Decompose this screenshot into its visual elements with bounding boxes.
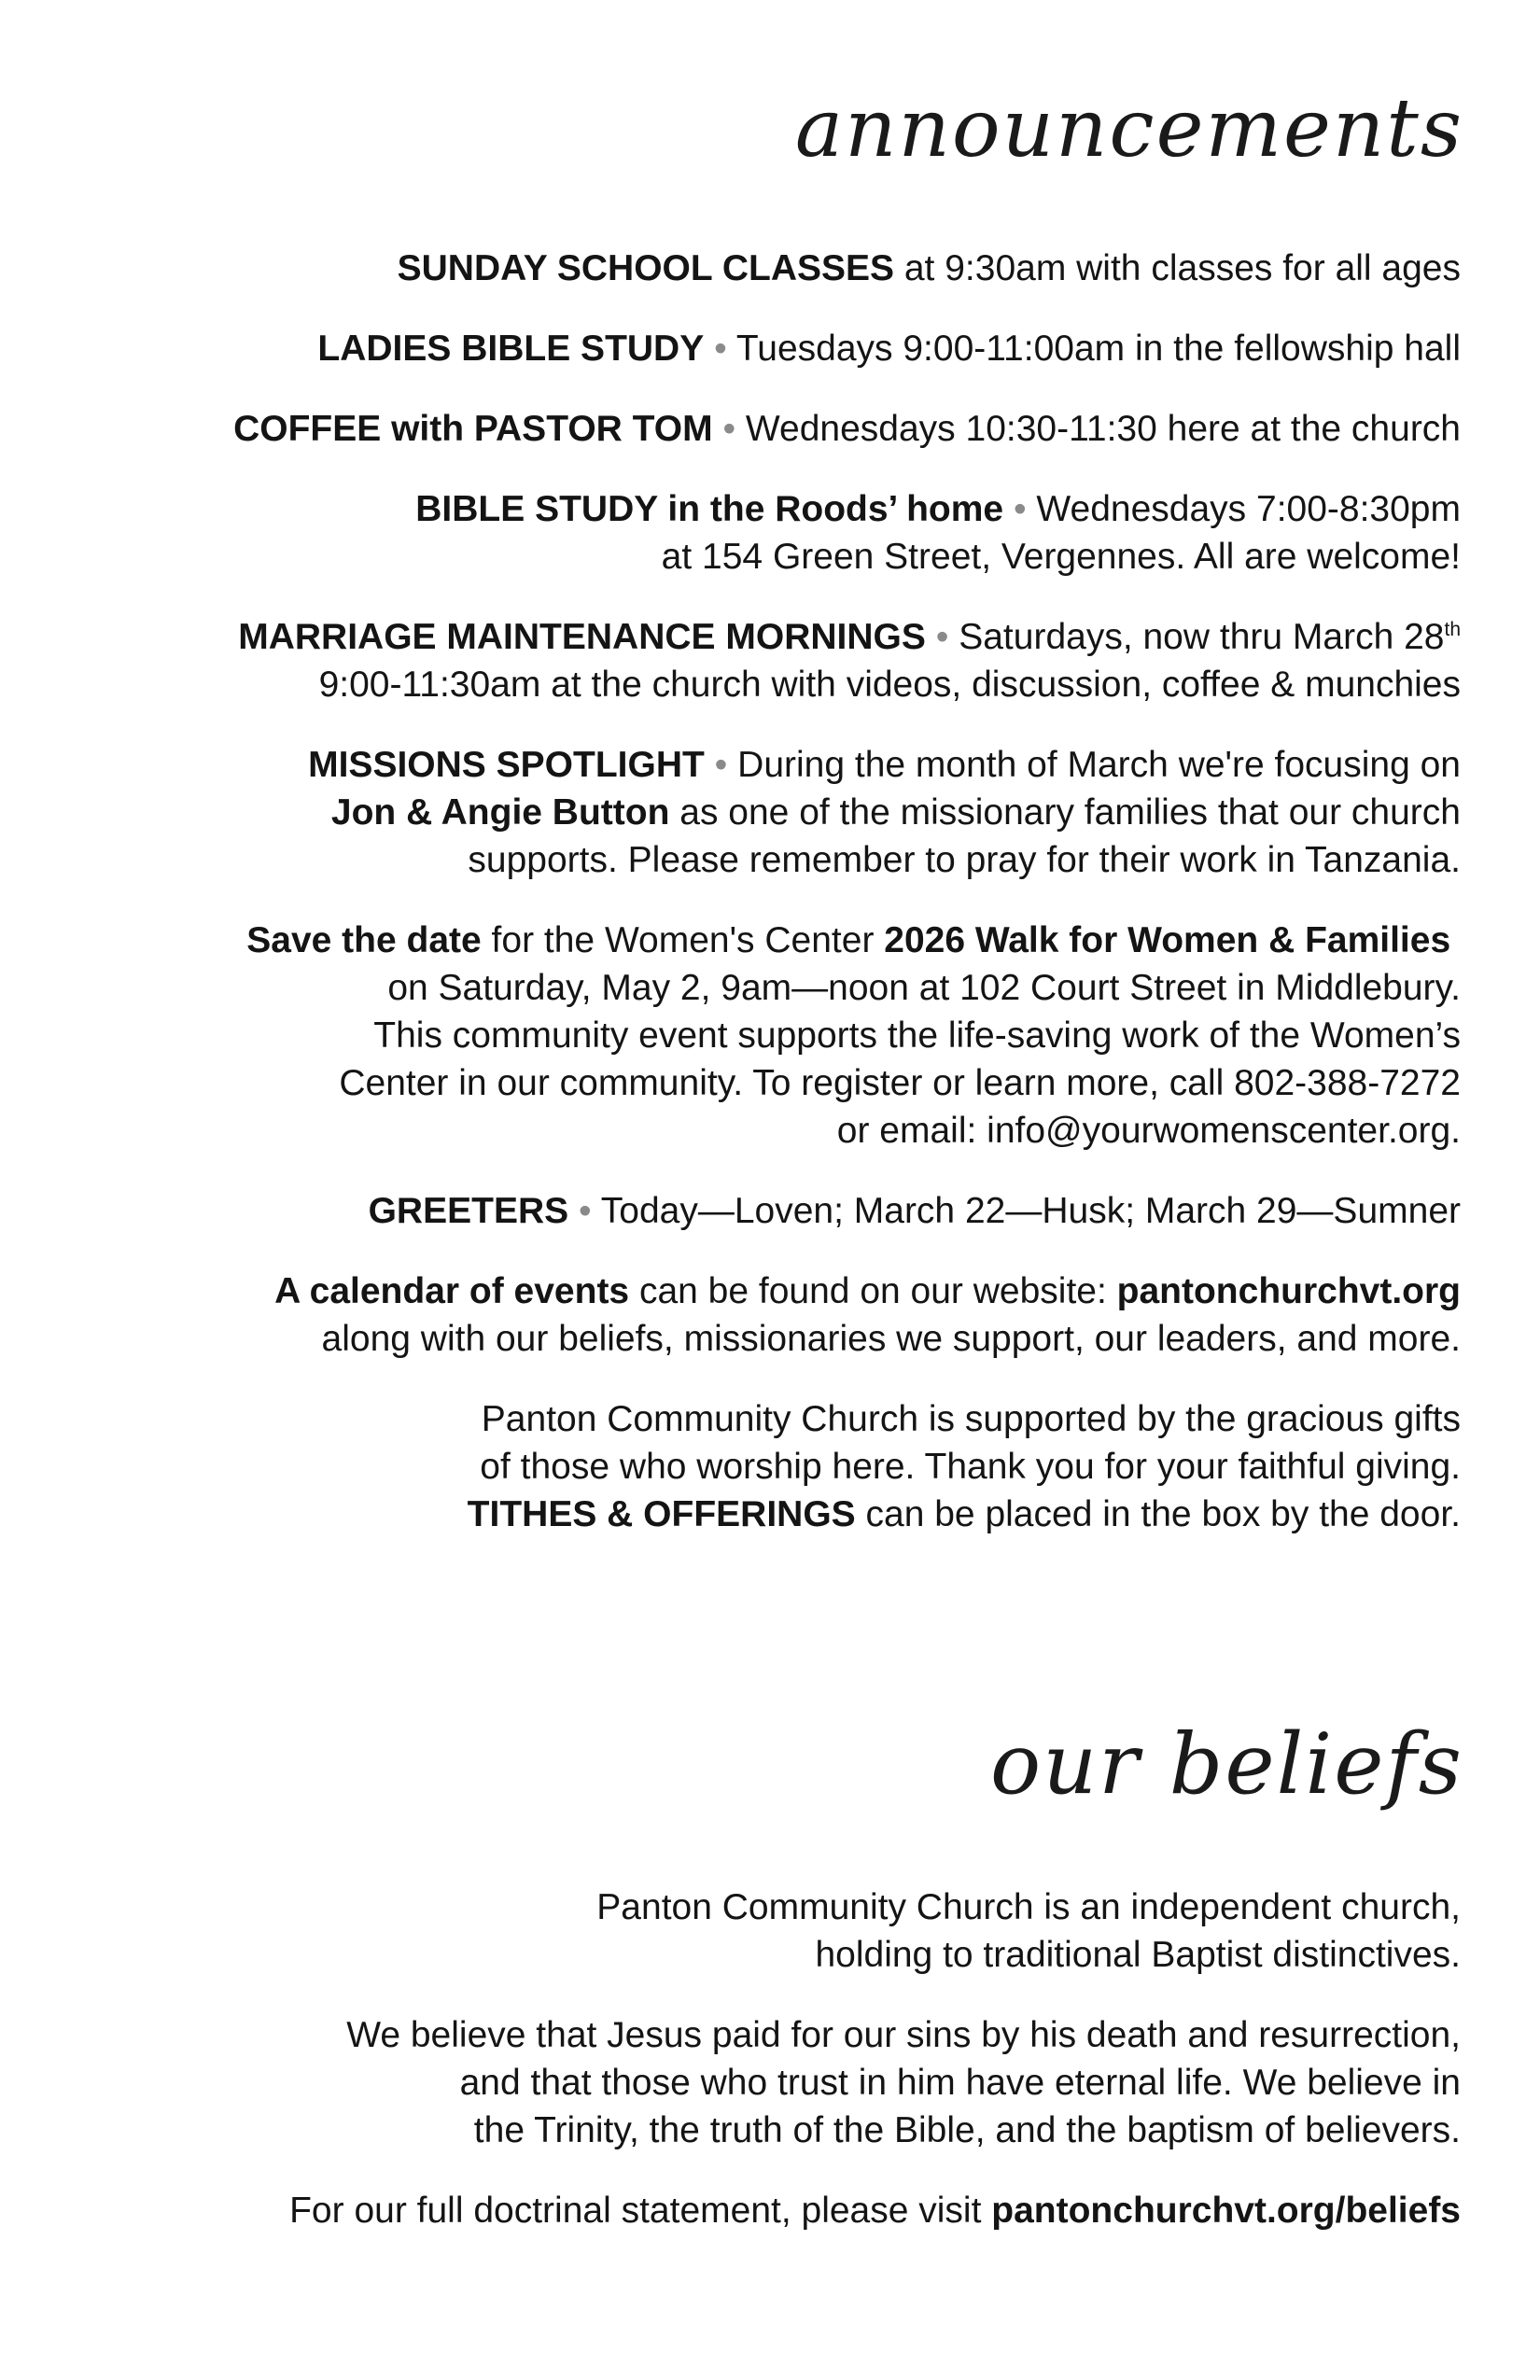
belief-line: and that those who trust in him have eternal life. We believe in (459, 2063, 1461, 2103)
bullet-separator: • (722, 409, 736, 449)
giving-item (42, 1395, 1461, 1538)
walk-for-women-item (42, 917, 1461, 1155)
missionary-names: Jon & Angie Button (330, 792, 670, 833)
item-title: SUNDAY SCHOOL CLASSES (397, 248, 895, 288)
item-text: Today—Loven; March 22—Husk; March 29—Sumner (591, 1191, 1461, 1231)
item-text-line: Center in our community. To register or learn more, call 802-388-7272 (339, 1063, 1461, 1103)
website-url: pantonchurchvt.org (1116, 1271, 1461, 1311)
beliefs-paragraph (42, 1883, 1461, 1979)
item-text: Wednesdays 10:30-11:30 here at the church (735, 409, 1461, 449)
item-title: COFFEE with PASTOR TOM (233, 409, 713, 449)
item-text-line: supports. Please remember to pray for their work in Tanzania. (468, 840, 1461, 880)
item-text-line: or email: info@yourwomenscenter.org. (836, 1111, 1461, 1151)
bullet-separator: • (714, 745, 728, 785)
item-title: A calendar of events (274, 1271, 630, 1311)
item-text: During the month of March we're focusing on (727, 745, 1461, 785)
item-text-line: at 154 Green Street, Vergennes. All are welcome! (661, 537, 1461, 577)
beliefs-paragraph (42, 2011, 1461, 2154)
item-text: for the Women's Center (481, 920, 885, 960)
belief-line: For our full doctrinal statement, please visit (289, 2191, 992, 2231)
calendar-item (42, 1267, 1461, 1363)
beliefs-list (42, 1883, 1461, 2234)
belief-line: Panton Community Church is an independent church, (596, 1887, 1461, 1927)
item-text: can be found on our website: (629, 1271, 1117, 1311)
item-text-line: along with our beliefs, missionaries we support, our leaders, and more. (321, 1319, 1461, 1359)
item-text-line: 9:00-11:30am at the church with videos, discussion, coffee & munchies (318, 665, 1461, 705)
item-text-line: on Saturday, May 2, 9am—noon at 102 Court Street in Middlebury. (387, 968, 1461, 1008)
greeters-item (42, 1187, 1461, 1235)
marriage-maintenance-item (42, 613, 1461, 708)
item-text-line: of those who worship here. Thank you for your faithful giving. (480, 1447, 1461, 1487)
beliefs-url: pantonchurchvt.org/beliefs (991, 2191, 1461, 2231)
item-title: TITHES & OFFERINGS (467, 1494, 856, 1534)
item-text-line: Panton Community Church is supported by the gracious gifts (481, 1399, 1461, 1439)
item-text: as one of the missionary families that our church (669, 792, 1461, 833)
bullet-separator: • (578, 1191, 592, 1231)
doctrinal-statement-paragraph (42, 2187, 1461, 2234)
ladies-bible-study-item (42, 325, 1461, 372)
belief-line: holding to traditional Baptist distinctives. (815, 1935, 1461, 1975)
item-title: MISSIONS SPOTLIGHT (308, 745, 705, 785)
belief-line: the Trinity, the truth of the Bible, and the baptism of believers. (473, 2110, 1461, 2150)
ordinal-suffix: th (1444, 619, 1461, 640)
sunday-school-item (42, 245, 1461, 292)
missions-spotlight-item (42, 741, 1461, 884)
event-name: 2026 Walk for Women & Families (884, 920, 1451, 960)
beliefs-heading: our beliefs (990, 1715, 1463, 1813)
belief-line: We believe that Jesus paid for our sins by his death and resurrection, (346, 2015, 1461, 2055)
item-title: Save the date (246, 920, 482, 960)
bullet-separator: • (714, 329, 727, 369)
item-title: MARRIAGE MAINTENANCE MORNINGS (238, 617, 926, 657)
roods-bible-study-item (42, 485, 1461, 581)
item-text: Saturdays, now thru March 28 (948, 617, 1445, 657)
announcements-list (42, 245, 1461, 1538)
bullet-separator: • (1013, 489, 1027, 529)
item-text-line: This community event supports the life-saving work of the Women’s (373, 1015, 1461, 1056)
item-text: Tuesdays 9:00-11:00am in the fellowship hall (726, 329, 1461, 369)
item-text: Wednesdays 7:00-8:30pm (1026, 489, 1461, 529)
bullet-separator: • (935, 617, 949, 657)
item-title: LADIES BIBLE STUDY (317, 329, 705, 369)
item-text: can be placed in the box by the door. (855, 1494, 1461, 1534)
item-title: BIBLE STUDY in the Roods’ home (415, 489, 1004, 529)
coffee-with-pastor-item (42, 405, 1461, 453)
item-text: at 9:30am with classes for all ages (894, 248, 1461, 288)
announcements-heading: announcements (794, 82, 1463, 175)
item-title: GREETERS (368, 1191, 569, 1231)
